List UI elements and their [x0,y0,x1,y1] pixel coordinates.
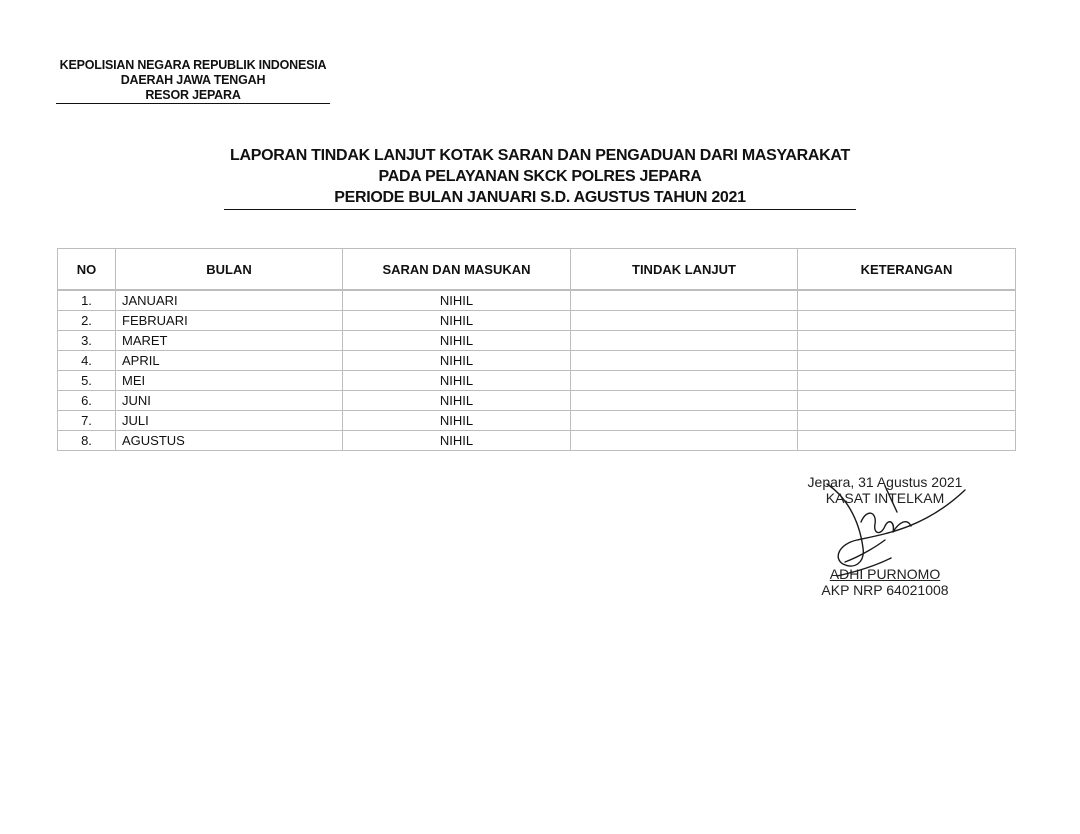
table-header-row [58,249,1016,291]
cell-saran: NIHIL [343,431,571,451]
cell-bulan: JUNI [116,391,343,411]
letterhead-line-1: KEPOLISIAN NEGARA REPUBLIK INDONESIA [59,58,327,72]
cell-tindak-lanjut [571,351,798,371]
cell-keterangan [798,371,1016,391]
table-row [58,371,1016,391]
cell-no: 6. [58,391,116,411]
cell-saran: NIHIL [343,331,571,351]
cell-saran: NIHIL [343,411,571,431]
signature-rank-nrp: AKP NRP 64021008 [821,582,949,598]
table-row [58,351,1016,371]
report-title-line-1: LAPORAN TINDAK LANJUT KOTAK SARAN DAN PENGADUAN DARI MASYARAKAT [230,147,850,164]
cell-keterangan [798,431,1016,451]
cell-bulan: MARET [116,331,343,351]
cell-bulan: APRIL [116,351,343,371]
signature-position: KASAT INTELKAM [825,490,945,506]
table-row [58,290,1016,311]
cell-keterangan [798,411,1016,431]
cell-keterangan [798,391,1016,411]
cell-saran: NIHIL [343,290,571,311]
cell-tindak-lanjut [571,431,798,451]
letterhead-line-2: DAERAH JAWA TENGAH [120,73,266,87]
cell-bulan: AGUSTUS [116,431,343,451]
table-row [58,431,1016,451]
cell-tindak-lanjut [571,331,798,351]
cell-no: 4. [58,351,116,371]
cell-keterangan [798,351,1016,371]
cell-tindak-lanjut [571,391,798,411]
cell-keterangan [798,311,1016,331]
table-row [58,391,1016,411]
header-tindak-lanjut: TINDAK LANJUT [571,249,798,291]
signature-name: ADHI PURNOMO [829,566,941,582]
header-keterangan: KETERANGAN [798,249,1016,291]
cell-bulan: FEBRUARI [116,311,343,331]
cell-saran: NIHIL [343,311,571,331]
cell-saran: NIHIL [343,371,571,391]
handwritten-signature [815,478,985,588]
cell-no: 2. [58,311,116,331]
table-row [58,411,1016,431]
table-row [58,331,1016,351]
report-title [224,145,856,210]
report-title-line-2: PADA PELAYANAN SKCK POLRES JEPARA [378,168,702,185]
cell-no: 7. [58,411,116,431]
signature-place-date: Jepara, 31 Agustus 2021 [807,474,963,490]
cell-saran: NIHIL [343,391,571,411]
report-table [57,248,1016,451]
cell-bulan: JULI [116,411,343,431]
cell-tindak-lanjut [571,371,798,391]
cell-tindak-lanjut [571,411,798,431]
cell-keterangan [798,331,1016,351]
cell-tindak-lanjut [571,311,798,331]
cell-no: 3. [58,331,116,351]
cell-no: 8. [58,431,116,451]
cell-no: 5. [58,371,116,391]
header-bulan: BULAN [116,249,343,291]
header-no: NO [58,249,116,291]
table-row [58,311,1016,331]
cell-saran: NIHIL [343,351,571,371]
report-title-line-3: PERIODE BULAN JANUARI S.D. AGUSTUS TAHUN 2021 [224,187,856,210]
cell-bulan: JANUARI [116,290,343,311]
letterhead-line-3: RESOR JEPARA [56,88,330,104]
letterhead [56,58,330,104]
cell-tindak-lanjut [571,290,798,311]
cell-keterangan [798,290,1016,311]
cell-bulan: MEI [116,371,343,391]
cell-no: 1. [58,290,116,311]
header-saran: SARAN DAN MASUKAN [343,249,571,291]
